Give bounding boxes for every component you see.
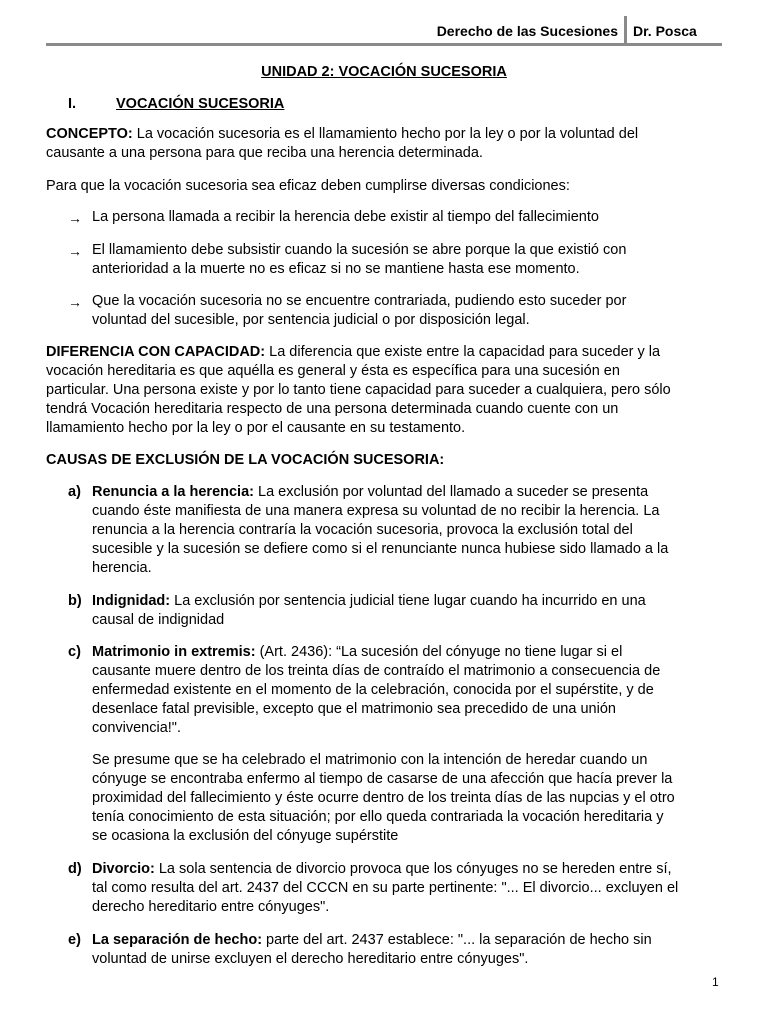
item-b-line-1 [92,591,646,611]
item-c-line-3: enfermedad existente en el momento de la celebración, conocida por el supérstite, y de [92,682,654,698]
bullet-2-line-2: anterioridad a la muerte no es eficaz si no se mantiene hasta ese momento. [92,261,580,277]
arrow-bullet-icon: → [68,210,82,226]
item-c-p2-line-5: se ocasiona la exclusión del cónyuge supérstite [92,828,399,844]
item-d-label: Divorcio: [92,861,155,877]
diferencia-text-1: La diferencia que existe entre la capacidad para suceder y la [265,344,661,360]
item-a-line-1 [92,482,648,502]
item-c-p2-line-1: Se presume que se ha celebrado el matrimonio con la intención de heredar cuando un [92,752,648,768]
item-c-line-4: desenlace fatal previsible, excepto que el matrimonio sea precedido de una unión [92,701,616,717]
diferencia-line-3: particular. Una persona existe y por lo tanto tiene capacidad para suceder a cualquiera, pero sólo [46,382,671,398]
diferencia-line-2: vocación hereditaria es que aquélla es general y ésta es específica para una sucesión en [46,363,620,379]
header-divider [624,16,627,43]
header-rule [46,43,722,46]
item-e-label: La separación de hecho: [92,932,263,948]
item-c-marker: c) [68,644,81,660]
item-a-line-2: cuando éste manifiesta de una manera expresa su voluntad de no recibir la herencia. La [92,503,660,519]
bullet-1: La persona llamada a recibir la herencia debe existir al tiempo del fallecimiento [92,209,599,225]
item-e-line-1 [92,930,652,950]
arrow-bullet-icon: → [68,243,82,259]
item-a-marker: a) [68,484,81,500]
item-a-text-1: La exclusión por voluntad del llamado a suceder se presenta [253,484,649,500]
item-e-text-1: parte del art. 2437 establece: "... la separación de hecho sin [262,932,652,948]
item-c-p2-line-2: cónyuge se encontraba enfermo al tiempo de casarse de una afección que hacía prever la [92,771,673,787]
item-c-p2-line-4: tenía conocimiento de esta situación; por ello queda contrariada la vocación hereditaria y [92,809,664,825]
diferencia-line-5: llamamiento hecho por la ley o por el causante en su testamento. [46,420,466,436]
item-b-marker: b) [68,593,82,609]
item-a-line-4: sucesible y la sucesión se defiere como si el renunciante nunca hubiese sido llamado a la [92,541,669,557]
intro-paragraph: Para que la vocación sucesoria sea eficaz deben cumplirse diversas condiciones: [46,178,570,194]
item-b-label: Indignidad: [92,593,171,609]
item-e-marker: e) [68,932,81,948]
concepto-label: CONCEPTO: [46,126,133,142]
item-c-text-1: (Art. 2436): “La sucesión del cónyuge no tiene lugar si el [255,644,623,660]
item-c-line-2: causante muere dentro de los treinta días de contraído el matrimonio a consecuencia de [92,663,661,679]
section-number: I. [68,96,77,112]
item-c-line-5: convivencia!". [92,720,181,736]
bullet-2-line-1: El llamamiento debe subsistir cuando la sucesión se abre porque la que existió con [92,242,627,258]
section-title: VOCACIÓN SUCESORIA [116,96,285,112]
header-title: Derecho de las Sucesiones [436,23,618,39]
diferencia-line-4: tendrá Vocación hereditaria respecto de una persona determinada cuando cuente con un [46,401,619,417]
causas-title: CAUSAS DE EXCLUSIÓN DE LA VOCACIÓN SUCESORIA: [46,452,445,468]
item-a-line-5: herencia. [92,560,152,576]
item-b-text-1: La exclusión por sentencia judicial tiene lugar cuando ha incurrido en una [170,593,646,609]
bullet-3-line-2: voluntad del sucesible, por sentencia judicial o por disposición legal. [92,312,530,328]
concepto-line-1 [46,124,638,144]
item-e-line-2: voluntad de unirse excluyen el derecho hereditario entre cónyuges". [92,951,529,967]
bullet-3-line-1: Que la vocación sucesoria no se encuentre contrariada, pudiendo esto suceder por [92,293,627,309]
header-author: Dr. Posca [633,23,697,39]
item-c-label: Matrimonio in extremis: [92,644,256,660]
item-b-line-2: causal de indignidad [92,612,225,628]
item-d-text-1: La sola sentencia de divorcio provoca que los cónyuges no se hereden entre sí, [154,861,672,877]
item-a-line-3: renuncia a la herencia contraría la vocación sucesoria, provoca la exclusión total del [92,522,633,538]
item-c-p2-line-3: proximidad del fallecimiento y éste ocurre dentro de los treinta días de las nupcias y el otro [92,790,675,806]
item-d-line-1 [92,859,672,879]
arrow-bullet-icon: → [68,294,82,310]
item-c-line-1 [92,642,622,662]
item-d-line-2: tal como resulta del art. 2437 del CCCN en su parte pertinente: "... El divorcio... excluyen el [92,880,679,896]
diferencia-line-1 [46,342,660,362]
item-d-marker: d) [68,861,82,877]
diferencia-label: DIFERENCIA CON CAPACIDAD: [46,344,266,360]
unit-title: UNIDAD 2: VOCACIÓN SUCESORIA [261,64,507,80]
page-number: 1 [712,975,719,989]
concepto-text-1: La vocación sucesoria es el llamamiento hecho por la ley o por la voluntad del [132,126,639,142]
concepto-line-2: causante a una persona para que reciba una herencia determinada. [46,145,483,161]
item-a-label: Renuncia a la herencia: [92,484,254,500]
item-d-line-3: derecho hereditario entre cónyuges". [92,899,330,915]
